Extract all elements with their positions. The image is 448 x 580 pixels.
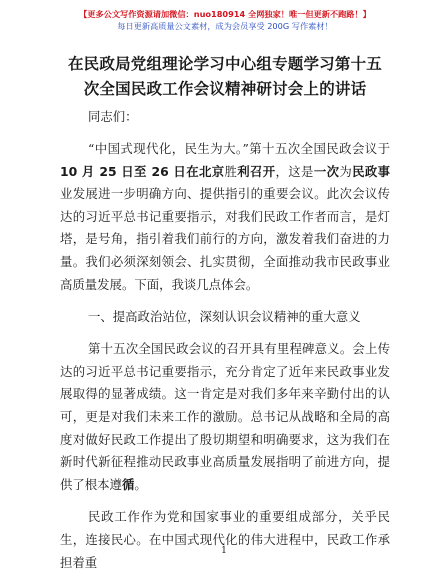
section-heading-1: 一、提高政治站位，深刻认识会议精神的重大意义 <box>88 309 361 325</box>
paragraph-civil-affairs: 民政工作作为党和国家事业的重要组成部分，关乎民生，连接民心。在中国式现代化的伟大进程中，民政工作承担着重 <box>60 509 390 570</box>
promo-banner-line1: 【更多公文写作资源请加微信：nuo180914 全网独家！唯一但更新不跑路！】 <box>79 9 371 19</box>
document-title <box>60 52 390 102</box>
intro-text-1: “中国式现代化，民生为大。”第十五次全国民政会议于 <box>88 141 390 156</box>
intro-text-2: 胜 <box>224 163 238 179</box>
intro-text-4: 为 <box>339 163 353 179</box>
promo-banner-line2: 每日更新高质量公文素材，成为会员享受 200G 写作素材！ <box>117 21 333 31</box>
intro-bold-civil: 民政事 <box>352 163 391 179</box>
promo-banner <box>60 8 390 32</box>
intro-bold-once: 一次 <box>313 163 340 179</box>
salutation: 同志们： <box>88 109 138 124</box>
significance-bold-char: 循 <box>121 476 135 492</box>
document-title-line1: 在民政局党组理论学习中心组专题学习第十五 <box>67 55 382 73</box>
paragraph-intro <box>60 138 390 296</box>
significance-text-2: 。 <box>134 476 147 492</box>
intro-bold-date: 10 月 25 日至 26 日在北京 <box>60 163 225 179</box>
paragraph-significance <box>60 338 390 496</box>
intro-text-5: 业发展进一步明确方向、提供指引的重要会议。此次会议传达的习近平总书记重要指示，对我们民政工作者而言，是灯塔，是号角，指引着我们前行的方向，激发着我们奋进的力量。我们必须深刻领会、扎实贯彻，全面推动我市民政事业高质量发展。下面，我谈几点体会。 <box>60 186 390 292</box>
significance-text-1: 第十五次全国民政会议的召开具有里程碑意义。会上传达的习近平总书记重要指示，充分肯定了近年来民政事业发展取得的显著成绩。这一肯定是对我们多年来辛勤付出的认可，更是对我们未来工作的激励。总书记从战略和全局的高度对做好民政工作提出了殷切期望和明确要求，这为我们在新时代新征程推动民政事业高质量发展指明了前进方向，提供了根本遵 <box>60 341 390 492</box>
intro-text-3: ，这是 <box>275 163 314 179</box>
intro-bold-held: 利召开 <box>237 163 276 179</box>
page-number: 1 <box>221 546 227 556</box>
document-title-line2: 次全国民政工作会议精神研讨会上的讲话 <box>83 80 367 98</box>
